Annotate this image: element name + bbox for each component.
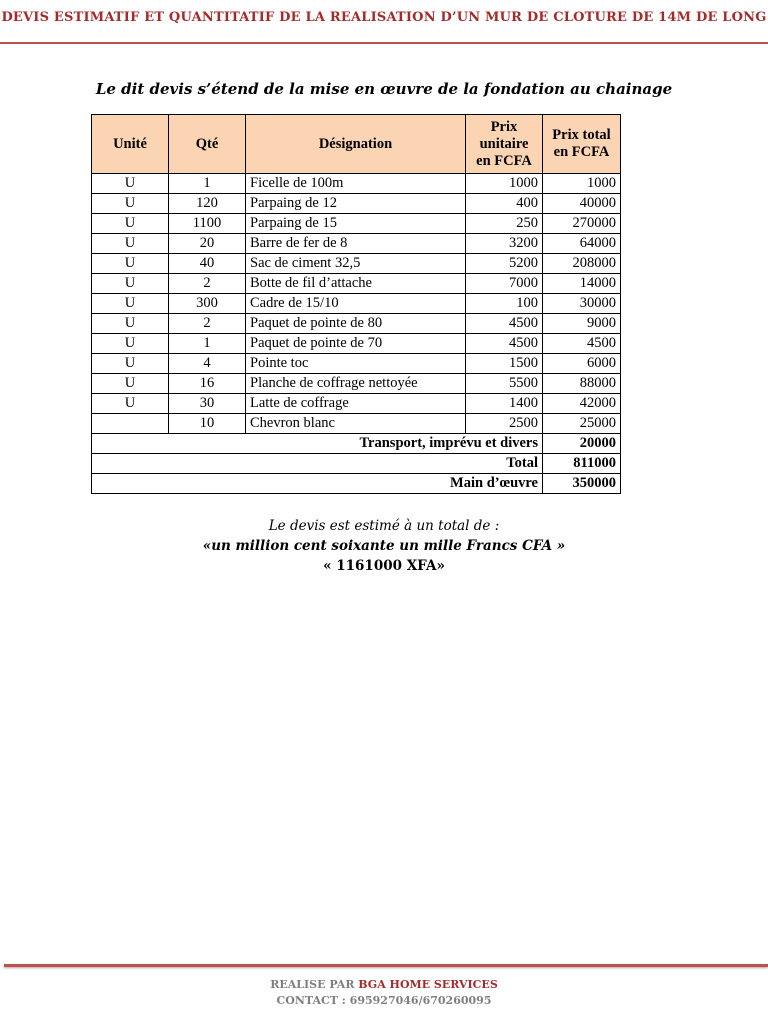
footer-realised-by: REALISE PAR [270, 978, 359, 991]
table-row [92, 334, 621, 354]
cell-qty: 30 [169, 394, 246, 414]
cell-total: 40000 [543, 194, 621, 214]
scope-subtitle: Le dit devis s’étend de la mise en œuvre de la fondation au chainage [95, 80, 673, 98]
header-qty: Qté [169, 115, 246, 174]
cell-designation: Sac de ciment 32,5 [246, 254, 466, 274]
cell-designation: Parpaing de 15 [246, 214, 466, 234]
cell-qty: 120 [169, 194, 246, 214]
cell-designation: Paquet de pointe de 80 [246, 314, 466, 334]
cell-unit: U [92, 394, 169, 414]
cell-unit-price: 1000 [466, 174, 543, 194]
footer-brand: BGA HOME SERVICES [358, 978, 498, 991]
cell-qty: 2 [169, 314, 246, 334]
cell-unit-price: 1400 [466, 394, 543, 414]
cell-total: 88000 [543, 374, 621, 394]
summary-amount-figures: « 1161000 XFA» [323, 558, 445, 574]
cell-total: 9000 [543, 314, 621, 334]
table-header-row [92, 115, 621, 174]
cell-total: 14000 [543, 274, 621, 294]
header-total-price-line1: Prix total [552, 127, 611, 143]
table-row [92, 274, 621, 294]
table-row [92, 194, 621, 214]
cell-designation: Barre de fer de 8 [246, 234, 466, 254]
cell-total: 30000 [543, 294, 621, 314]
cell-qty: 300 [169, 294, 246, 314]
cell-unit: U [92, 274, 169, 294]
summary-amount-words: «un million cent soixante un mille Francs CFA » [202, 538, 566, 554]
summary-label: Transport, imprévu et divers [92, 434, 543, 454]
footer-credit [0, 977, 768, 993]
cell-qty: 16 [169, 374, 246, 394]
cell-unit-price: 5200 [466, 254, 543, 274]
cell-designation: Paquet de pointe de 70 [246, 334, 466, 354]
cell-unit: U [92, 194, 169, 214]
header-unit-price [466, 115, 543, 174]
cell-designation: Pointe toc [246, 354, 466, 374]
table-row [92, 314, 621, 334]
cell-unit: U [92, 334, 169, 354]
table-row [92, 174, 621, 194]
cell-designation: Botte de fil d’attache [246, 274, 466, 294]
header-unit: Unité [92, 115, 169, 174]
cell-total: 64000 [543, 234, 621, 254]
cell-unit-price: 250 [466, 214, 543, 234]
cell-qty: 4 [169, 354, 246, 374]
cell-unit: U [92, 174, 169, 194]
cell-designation: Ficelle de 100m [246, 174, 466, 194]
cell-total: 270000 [543, 214, 621, 234]
document-title: DEVIS ESTIMATIF ET QUANTITATIF DE LA REALISATION D’UN MUR DE CLOTURE DE 14M DE LONG [1, 10, 767, 25]
cell-qty: 40 [169, 254, 246, 274]
cell-unit [92, 414, 169, 434]
cell-designation: Planche de coffrage nettoyée [246, 374, 466, 394]
footer [0, 977, 768, 1009]
estimate-summary [0, 516, 768, 576]
cell-designation: Cadre de 15/10 [246, 294, 466, 314]
cell-unit: U [92, 254, 169, 274]
cell-designation: Parpaing de 12 [246, 194, 466, 214]
cell-unit: U [92, 314, 169, 334]
cell-unit-price: 4500 [466, 334, 543, 354]
summary-label: Main d’œuvre [92, 474, 543, 494]
cell-unit: U [92, 294, 169, 314]
cell-unit-price: 3200 [466, 234, 543, 254]
footer-contact: CONTACT : 695927046/670260095 [276, 994, 492, 1007]
cell-unit: U [92, 374, 169, 394]
cell-unit-price: 7000 [466, 274, 543, 294]
summary-row [92, 434, 621, 454]
summary-row [92, 454, 621, 474]
cell-total: 42000 [543, 394, 621, 414]
header-unit-price-line1: Prix [490, 118, 518, 135]
header-unit-price-line3: en FCFA [476, 152, 532, 169]
cell-qty: 2 [169, 274, 246, 294]
summary-intro: Le devis est estimé à un total de : [268, 518, 500, 534]
quote-table [91, 114, 621, 494]
cell-unit-price: 4500 [466, 314, 543, 334]
table-row [92, 354, 621, 374]
cell-total: 208000 [543, 254, 621, 274]
cell-unit-price: 2500 [466, 414, 543, 434]
summary-row [92, 474, 621, 494]
cell-qty: 10 [169, 414, 246, 434]
summary-value: 350000 [543, 474, 621, 494]
header-total-price-line2: en FCFA [553, 144, 610, 160]
table-row [92, 234, 621, 254]
cell-total: 1000 [543, 174, 621, 194]
quote-table-body [92, 174, 621, 494]
header-unit-price-line2: unitaire [479, 135, 529, 152]
cell-qty: 1 [169, 174, 246, 194]
table-row [92, 394, 621, 414]
summary-value: 20000 [543, 434, 621, 454]
cell-unit: U [92, 214, 169, 234]
table-row [92, 214, 621, 234]
table-row [92, 254, 621, 274]
summary-value: 811000 [543, 454, 621, 474]
cell-qty: 20 [169, 234, 246, 254]
cell-qty: 1100 [169, 214, 246, 234]
header-designation: Désignation [246, 115, 466, 174]
cell-qty: 1 [169, 334, 246, 354]
summary-label: Total [92, 454, 543, 474]
cell-unit: U [92, 354, 169, 374]
cell-unit-price: 100 [466, 294, 543, 314]
cell-unit-price: 400 [466, 194, 543, 214]
cell-designation: Chevron blanc [246, 414, 466, 434]
footer-divider [4, 964, 768, 967]
cell-designation: Latte de coffrage [246, 394, 466, 414]
cell-total: 4500 [543, 334, 621, 354]
table-row [92, 294, 621, 314]
cell-total: 6000 [543, 354, 621, 374]
cell-unit-price: 5500 [466, 374, 543, 394]
header-total-price [543, 115, 621, 174]
table-row [92, 374, 621, 394]
cell-total: 25000 [543, 414, 621, 434]
cell-unit-price: 1500 [466, 354, 543, 374]
header-divider [0, 42, 768, 44]
table-row [92, 414, 621, 434]
cell-unit: U [92, 234, 169, 254]
